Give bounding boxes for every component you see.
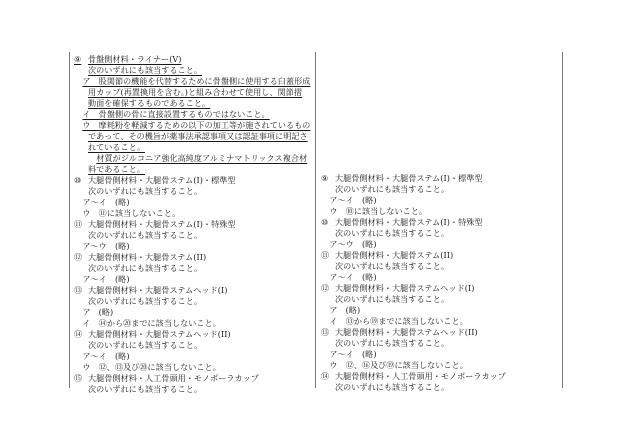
amended-text: 骨盤側材料・ライナー(V): [88, 54, 182, 64]
amended-text: イ 骨盤側の骨に直接設置するものではないこと。: [82, 109, 270, 119]
item-number: ⑫: [74, 252, 83, 262]
item-number: ⑫: [321, 283, 330, 293]
line-text: ウ ⑩に該当しないこと。: [329, 206, 428, 216]
line-text: 大腿骨側材料・大腿骨ステムヘッド(I): [335, 283, 475, 293]
text-line: [88, 87, 302, 98]
text-line: [82, 197, 129, 208]
right-border: [562, 52, 563, 388]
line-text: ア (略): [329, 305, 361, 315]
amended-text: 材質がジルコニア強化高純度アルミナマトリックス複合材: [96, 153, 308, 163]
text-line: [82, 362, 220, 373]
text-line: [88, 98, 210, 109]
text-line: [335, 184, 449, 195]
amended-text: 動面を確保するものであること。: [88, 98, 211, 108]
line-text: 次のいずれにも該当すること。: [88, 384, 203, 394]
item-number: ⑬: [74, 285, 83, 295]
line-text: ア〜イ (略): [82, 351, 130, 361]
text-line: [74, 252, 206, 263]
text-line: [335, 228, 449, 239]
text-line: [82, 208, 180, 219]
line-text: イ ⑭から⑳までに該当しないこと。: [82, 318, 221, 328]
text-line: [329, 195, 376, 206]
line-text: 次のいずれにも該当すること。: [335, 228, 450, 238]
item-number: ⑮: [74, 373, 83, 383]
text-line: [74, 54, 182, 65]
text-line: [88, 296, 202, 307]
text-line: [74, 219, 236, 230]
line-text: 次のいずれにも該当すること。: [88, 340, 203, 350]
line-text: 大腿骨側材料・大腿骨ステム(II): [88, 252, 207, 262]
line-text: 大腿骨側材料・人工骨頭用・モノポーラカップ: [88, 373, 259, 383]
text-line: [88, 230, 202, 241]
line-text: 大腿骨側材料・大腿骨ステムヘッド(II): [88, 329, 231, 339]
item-number: ⑭: [74, 329, 83, 339]
text-line: [74, 285, 227, 296]
item-number: ⑬: [321, 327, 330, 337]
text-line: [321, 217, 483, 228]
text-line: [74, 329, 231, 340]
line-text: ウ ⑪に該当しないこと。: [82, 208, 181, 218]
text-line: [88, 263, 202, 274]
line-text: 次のいずれにも該当すること。: [88, 186, 203, 196]
text-line: [82, 120, 310, 131]
line-text: ア〜ウ (略): [82, 241, 130, 251]
line-text: ウ ⑫、⑬及び⑳に該当しないこと。: [82, 362, 221, 372]
text-line: [88, 142, 145, 153]
amended-text: 料であること。: [88, 164, 146, 174]
line-text: 次のいずれにも該当すること。: [335, 338, 450, 348]
text-line: [329, 206, 427, 217]
text-line: [321, 371, 506, 382]
text-line: [335, 261, 449, 272]
amended-text: れていること。: [88, 142, 146, 152]
text-line: [335, 338, 449, 349]
text-line: [321, 327, 478, 338]
text-line: [335, 294, 449, 305]
line-text: ウ ⑫、⑯及び⑲に該当しないこと。: [329, 360, 468, 370]
line-text: ア〜イ (略): [329, 349, 377, 359]
item-number: ⑨: [74, 54, 82, 64]
line-text: 大腿骨側材料・大腿骨ステム(I)・標準型: [88, 175, 236, 185]
line-text: 次のいずれにも該当すること。: [88, 296, 203, 306]
text-line: [329, 239, 376, 250]
line-text: 次のいずれにも該当すること。: [335, 184, 450, 194]
line-text: ア〜イ (略): [82, 197, 130, 207]
text-line: [321, 250, 453, 261]
line-text: 大腿骨側材料・大腿骨ステム(I)・標準型: [335, 173, 483, 183]
amended-text: 次のいずれにも該当すること。: [88, 65, 203, 75]
text-line: [82, 318, 220, 329]
item-number: ⑪: [321, 250, 330, 260]
line-text: イ ⑬から⑲までに該当しないこと。: [329, 316, 468, 326]
item-number: ⑩: [321, 217, 329, 227]
text-line: [329, 272, 376, 283]
line-text: 次のいずれにも該当すること。: [88, 263, 203, 273]
line-text: 大腿骨側材料・人工骨頭用・モノポーラカップ: [335, 371, 506, 381]
line-text: 次のいずれにも該当すること。: [335, 382, 450, 392]
amended-text: ア 股関節の機能を代替するために骨盤側に使用する臼蓋形成: [82, 76, 311, 86]
text-line: [329, 360, 467, 371]
line-text: 大腿骨側材料・大腿骨ステム(I)・特殊型: [88, 219, 236, 229]
text-line: [88, 131, 308, 142]
text-line: [82, 241, 129, 252]
text-line: [74, 373, 259, 384]
line-text: 次のいずれにも該当すること。: [335, 294, 450, 304]
text-line: [88, 65, 202, 76]
text-line: [82, 351, 129, 362]
text-line: [82, 307, 113, 318]
text-line: [329, 316, 467, 327]
amended-text: ウ 摩耗粉を軽減するための以下の加工等が施されているもの: [82, 120, 311, 130]
line-text: 大腿骨側材料・大腿骨ステムヘッド(I): [88, 285, 228, 295]
item-number: ⑭: [321, 371, 330, 381]
text-line: [82, 76, 310, 87]
line-text: 次のいずれにも該当すること。: [335, 261, 450, 271]
text-line: [74, 175, 236, 186]
text-line: [329, 305, 360, 316]
line-text: ア〜イ (略): [329, 272, 377, 282]
item-number: ⑩: [74, 175, 82, 185]
left-border: [69, 52, 70, 388]
text-line: [82, 109, 269, 120]
text-line: [329, 349, 376, 360]
amended-text: 用カップ(再置換用を含む。)と組み合わせて使用し、関節摺: [88, 87, 303, 97]
line-text: ア〜イ (略): [82, 274, 130, 284]
line-text: 大腿骨側材料・大腿骨ステム(II): [335, 250, 454, 260]
text-line: [335, 382, 449, 393]
amended-text: であって、その機旨が薬事法承認事項又は認証事項に明記さ: [88, 131, 308, 141]
line-text: ア〜ウ (略): [329, 239, 377, 249]
text-line: [321, 173, 483, 184]
text-line: [88, 164, 145, 175]
item-number: ⑪: [74, 219, 83, 229]
line-text: 次のいずれにも該当すること。: [88, 230, 203, 240]
text-line: [82, 274, 129, 285]
text-line: [88, 186, 202, 197]
text-line: [88, 340, 202, 351]
center-divider: [315, 52, 316, 388]
line-text: 大腿骨側材料・大腿骨ステムヘッド(II): [335, 327, 478, 337]
text-line: [321, 283, 474, 294]
text-line: [96, 153, 307, 164]
text-line: [88, 384, 202, 395]
item-number: ⑨: [321, 173, 329, 183]
line-text: ア〜イ (略): [329, 195, 377, 205]
line-text: 大腿骨側材料・大腿骨ステム(I)・特殊型: [335, 217, 483, 227]
line-text: ア (略): [82, 307, 114, 317]
